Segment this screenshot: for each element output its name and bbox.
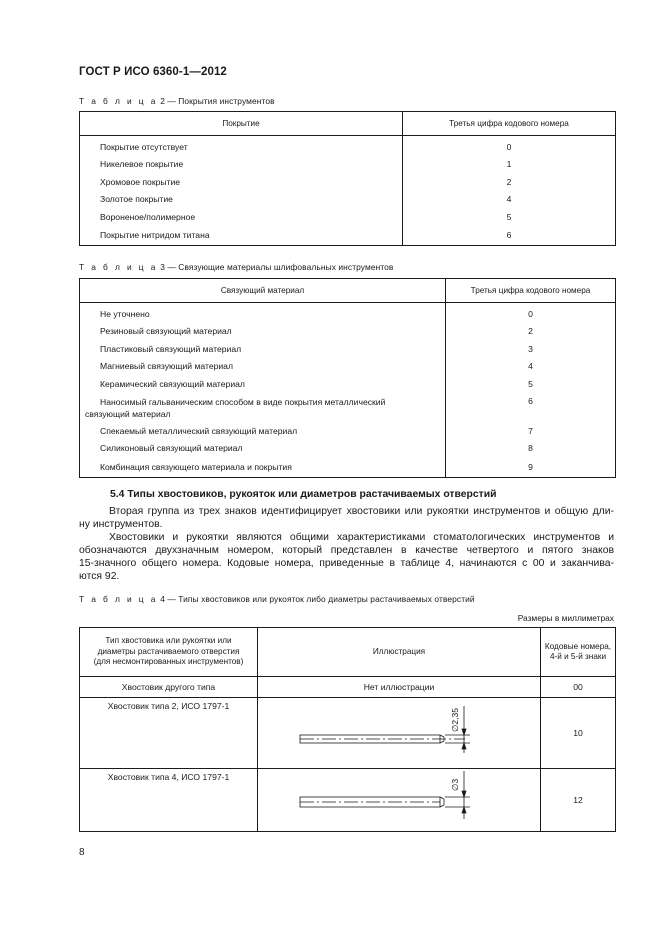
table2-cell-name: Покрытие отсутствует xyxy=(80,136,403,156)
table3-header-code: Третья цифра кодового номера xyxy=(446,279,616,303)
table-row xyxy=(80,226,616,246)
table3-cell-name-line2: связующий материал xyxy=(85,408,171,419)
table2-caption xyxy=(79,96,275,106)
table4-header-type-line2: диаметры растачиваемого отверстия xyxy=(97,646,240,656)
table3-cell-code: 3 xyxy=(446,340,616,358)
paragraph-2-line-3: 15-значного общего номера. Кодовые номера, приведенные в таблице 4, начинаются с 00 и заканчива- xyxy=(79,558,614,569)
table2-caption-prefix: Т а б л и ц а xyxy=(79,96,158,106)
shank-type-2-drawing xyxy=(258,698,541,768)
table4-cell-name: Хвостовик типа 4, ИСО 1797-1 xyxy=(80,769,258,832)
paragraph-1-line-2: ну инструментов. xyxy=(79,519,163,530)
table3-cell-name: Керамический связующий материал xyxy=(80,375,446,393)
table-row xyxy=(80,457,616,477)
table-row xyxy=(80,375,616,393)
table3-cell-name xyxy=(80,393,446,422)
table3-caption-prefix: Т а б л и ц а xyxy=(79,262,158,272)
table4-caption-prefix: Т а б л и ц а xyxy=(79,594,158,604)
table3-cell-code: 4 xyxy=(446,358,616,376)
table3-cell-code: 9 xyxy=(446,457,616,477)
document-title: ГОСТ Р ИСО 6360-1—2012 xyxy=(79,66,227,78)
table4-header-type xyxy=(80,628,258,677)
section-heading: 5.4 Типы хвостовиков, рукояток или диаметров растачиваемых отверстий xyxy=(110,489,497,500)
paragraph-2-line-4: ются 92. xyxy=(79,571,120,582)
table2-cell-code: 0 xyxy=(403,136,616,156)
table-row xyxy=(80,698,616,769)
table-coatings xyxy=(79,111,616,246)
table2-header-code: Третья цифра кодового номера xyxy=(403,112,616,136)
table2-cell-code: 1 xyxy=(403,156,616,174)
paragraph-2-line-1: Хвостовики и рукоятки являются общими характеристиками стоматологических инструментов и xyxy=(109,532,614,543)
table3-cell-code: 6 xyxy=(446,393,616,422)
table3-cell-name: Силиконовый связующий материал xyxy=(80,440,446,458)
dimension-label: ∅3 xyxy=(450,778,460,791)
table4-cell-illustration xyxy=(258,769,541,832)
table-row xyxy=(80,156,616,174)
table3-cell-code: 5 xyxy=(446,375,616,393)
table3-cell-name: Пластиковый связующий материал xyxy=(80,340,446,358)
page-number: 8 xyxy=(79,847,85,858)
table-row xyxy=(80,173,616,191)
table4-caption-text: 4 — Типы хвостовиков или рукояток либо диаметры растачиваемых отверстий xyxy=(160,594,475,604)
table2-cell-code: 4 xyxy=(403,191,616,209)
table-row xyxy=(80,340,616,358)
table3-cell-code: 2 xyxy=(446,323,616,341)
shank-type-4-drawing xyxy=(258,769,541,831)
table4-header-type-line1: Тип хвостовика или рукоятки или xyxy=(105,636,232,646)
table4-cell-illustration: Нет иллюстрации xyxy=(258,677,541,698)
table-row xyxy=(80,358,616,376)
table4-cell-name: Хвостовик типа 2, ИСО 1797-1 xyxy=(80,698,258,769)
paragraph-1-line-1: Вторая группа из трех знаков идентифицирует хвостовики или рукоятки инструментов и общую дли- xyxy=(109,506,614,517)
table4-caption xyxy=(79,594,475,604)
table-row xyxy=(80,393,616,422)
table2-cell-name: Покрытие нитридом титана xyxy=(80,226,403,246)
units-note: Размеры в миллиметрах xyxy=(517,613,614,623)
table3-cell-name-line1: Наносимый гальваническим способом в виде покрытия металлический xyxy=(100,396,386,407)
table-row xyxy=(80,191,616,209)
table4-header-code-line2: 4-й и 5-й знаки xyxy=(549,652,607,661)
table2-cell-code: 5 xyxy=(403,208,616,226)
paragraph-1 xyxy=(79,505,614,531)
paragraph-2-line-2: обозначаются двухзначным номером, который представлен в качестве четвертого и пятого знаков xyxy=(79,545,614,556)
table4-cell-name: Хвостовик другого типа xyxy=(80,677,258,698)
table-row xyxy=(80,440,616,458)
table3-cell-code: 7 xyxy=(446,422,616,440)
table3-cell-name: Магниевый связующий материал xyxy=(80,358,446,376)
table3-caption-text: 3 — Связующие материалы шлифовальных инструментов xyxy=(160,262,394,272)
table2-cell-name: Никелевое покрытие xyxy=(80,156,403,174)
table-row xyxy=(80,422,616,440)
table4-cell-code: 00 xyxy=(541,677,616,698)
table3-cell-name: Комбинация связующего материала и покрытия xyxy=(80,457,446,477)
table3-caption xyxy=(79,262,393,272)
table2-header-coating: Покрытие xyxy=(80,112,403,136)
table-row xyxy=(80,677,616,698)
table2-cell-name: Хромовое покрытие xyxy=(80,173,403,191)
table4-cell-code: 10 xyxy=(541,698,616,769)
table-row xyxy=(80,208,616,226)
table-bonding-materials xyxy=(79,278,616,478)
table2-caption-text: 2 — Покрытия инструментов xyxy=(160,96,275,106)
table-row xyxy=(80,323,616,341)
table3-cell-name: Не уточнено xyxy=(80,303,446,323)
table2-cell-name: Золотое покрытие xyxy=(80,191,403,209)
table4-header-type-line3: (для несмонтированных инструментов) xyxy=(93,657,244,667)
table2-cell-code: 2 xyxy=(403,173,616,191)
paragraph-2 xyxy=(79,531,614,583)
table3-header-material: Связующий материал xyxy=(80,279,446,303)
table3-cell-code: 0 xyxy=(446,303,616,323)
table-row xyxy=(80,769,616,832)
table4-header-illustration: Иллюстрация xyxy=(258,628,541,677)
table3-cell-name: Резиновый связующий материал xyxy=(80,323,446,341)
table4-header-code-line1: Кодовые номера, xyxy=(544,641,612,651)
table4-cell-code: 12 xyxy=(541,769,616,832)
table3-cell-name: Спекаемый металлический связующий материал xyxy=(80,422,446,440)
table-row xyxy=(80,136,616,156)
table-row xyxy=(80,303,616,323)
table4-cell-illustration xyxy=(258,698,541,769)
dimension-label: ∅2,35 xyxy=(450,708,460,732)
table2-cell-code: 6 xyxy=(403,226,616,246)
table3-cell-code: 8 xyxy=(446,440,616,458)
table2-cell-name: Вороненое/полимерное xyxy=(80,208,403,226)
table4-header-code xyxy=(541,628,616,677)
table-shank-types xyxy=(79,627,616,832)
